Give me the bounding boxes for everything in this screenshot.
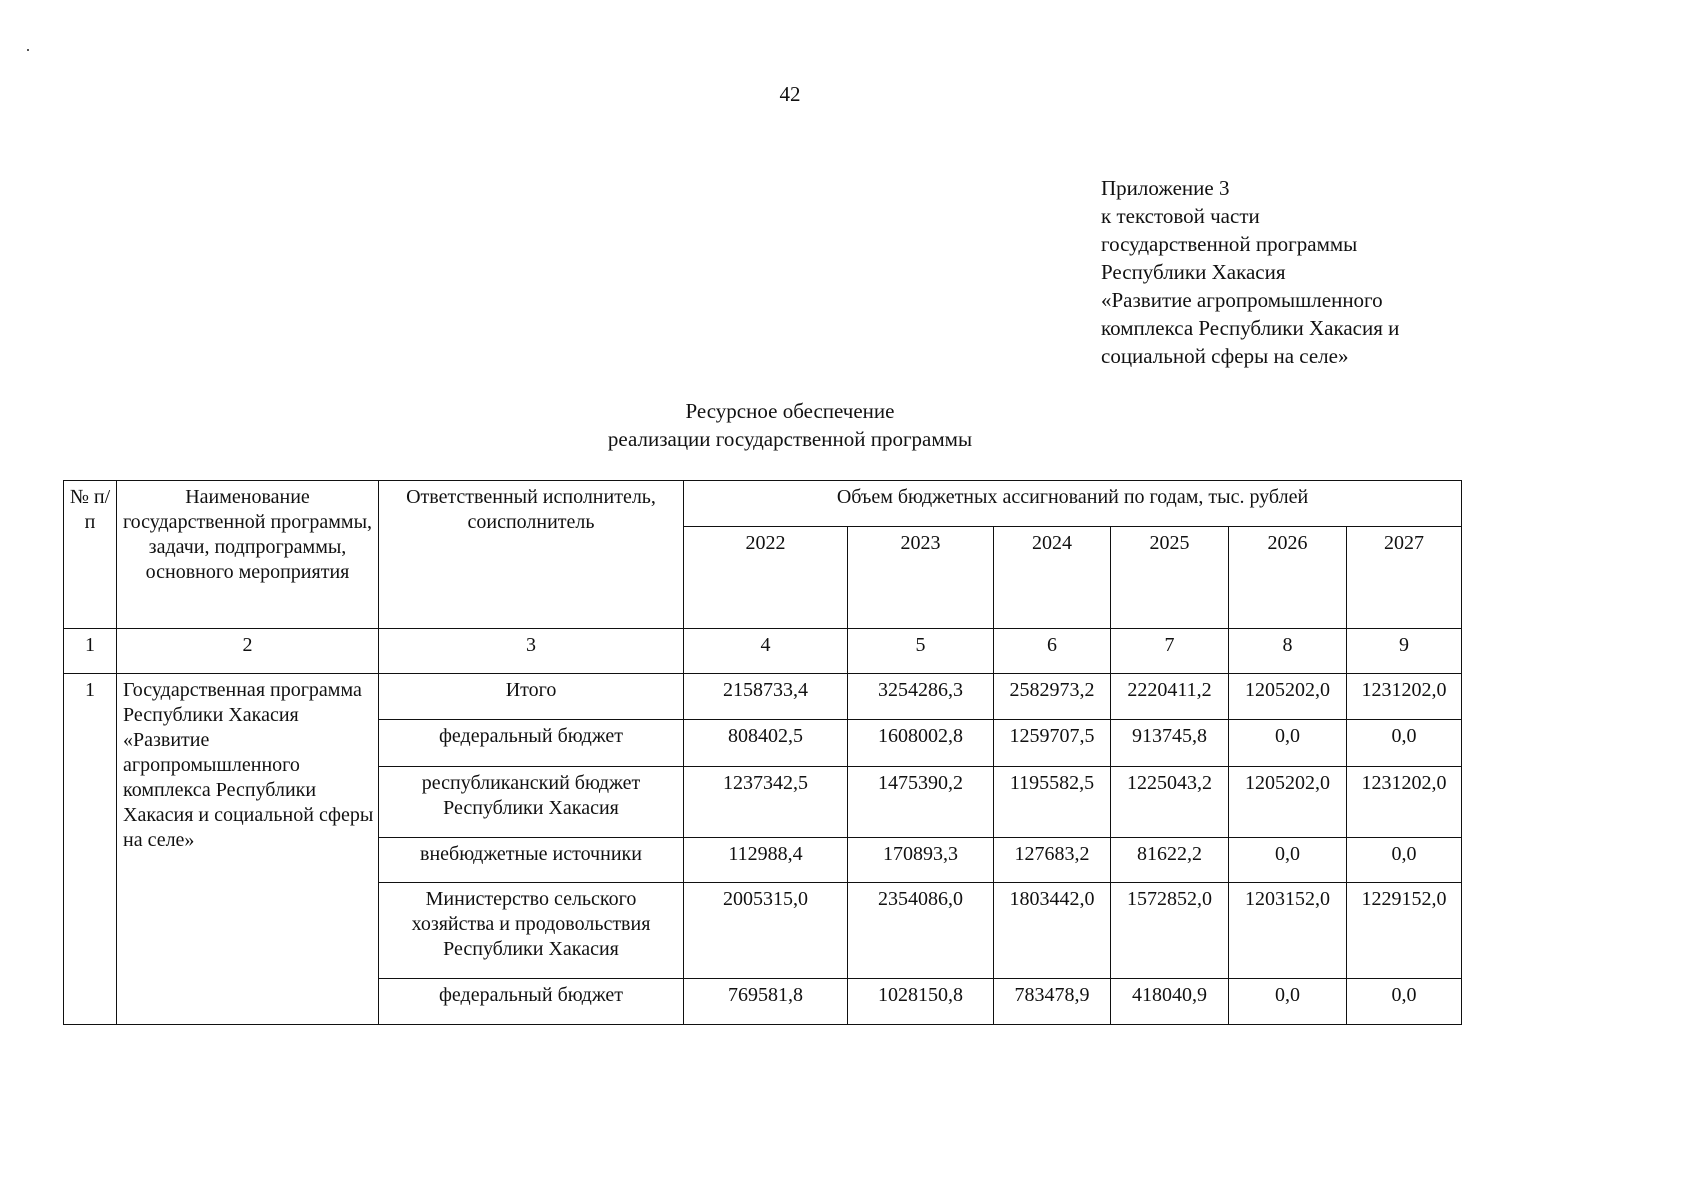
value-cell: 0,0: [1347, 838, 1462, 883]
executor-cell: Министерство сельского хозяйства и продовольствия Республики Хакасия: [379, 883, 684, 979]
appendix-line: к текстовой части: [1101, 204, 1260, 228]
value-cell: 1205202,0: [1229, 767, 1347, 838]
header-volume: Объем бюджетных ассигнований по годам, тыс. рублей: [684, 481, 1462, 527]
column-number: 8: [1229, 629, 1347, 674]
header-num: № п/п: [64, 481, 117, 629]
value-cell: 1237342,5: [684, 767, 848, 838]
value-cell: 1259707,5: [994, 720, 1111, 767]
header-year: 2022: [684, 527, 848, 629]
column-number: 2: [117, 629, 379, 674]
value-cell: 1572852,0: [1111, 883, 1229, 979]
header-name: Наименование государственной программы, задачи, подпрограммы, основного мероприятия: [117, 481, 379, 629]
value-cell: 418040,9: [1111, 979, 1229, 1025]
appendix-line: «Развитие агропромышленного: [1101, 288, 1383, 312]
value-cell: 1229152,0: [1347, 883, 1462, 979]
value-cell: 0,0: [1229, 979, 1347, 1025]
value-cell: 1608002,8: [848, 720, 994, 767]
value-cell: 783478,9: [994, 979, 1111, 1025]
header-year: 2023: [848, 527, 994, 629]
value-cell: 2582973,2: [994, 674, 1111, 720]
column-number: 6: [994, 629, 1111, 674]
column-number: 7: [1111, 629, 1229, 674]
executor-cell: Итого: [379, 674, 684, 720]
title-line-2: реализации государственной программы: [607, 427, 973, 451]
appendix-line: Приложение 3: [1101, 176, 1230, 200]
title-line-1: Ресурсное обеспечение: [685, 399, 895, 423]
value-cell: 3254286,3: [848, 674, 994, 720]
value-cell: 2158733,4: [684, 674, 848, 720]
value-cell: 808402,5: [684, 720, 848, 767]
value-cell: 170893,3: [848, 838, 994, 883]
value-cell: 1028150,8: [848, 979, 994, 1025]
appendix-block: [1101, 174, 1399, 370]
header-year: 2027: [1347, 527, 1462, 629]
value-cell: 127683,2: [994, 838, 1111, 883]
program-num: 1: [64, 674, 117, 1025]
header-year: 2024: [994, 527, 1111, 629]
header-year: 2025: [1111, 527, 1229, 629]
value-cell: 0,0: [1347, 979, 1462, 1025]
document-title: [440, 397, 1140, 453]
page-number: 42: [779, 82, 801, 106]
column-numbers-row: [64, 629, 1462, 674]
value-cell: 1231202,0: [1347, 767, 1462, 838]
value-cell: 2005315,0: [684, 883, 848, 979]
value-cell: 2220411,2: [1111, 674, 1229, 720]
executor-cell: федеральный бюджет: [379, 720, 684, 767]
value-cell: 1225043,2: [1111, 767, 1229, 838]
value-cell: 1195582,5: [994, 767, 1111, 838]
value-cell: 1203152,0: [1229, 883, 1347, 979]
appendix-line: государственной программы: [1101, 232, 1358, 256]
value-cell: 112988,4: [684, 838, 848, 883]
appendix-line: Республики Хакасия: [1101, 260, 1286, 284]
column-number: 5: [848, 629, 994, 674]
value-cell: 0,0: [1229, 720, 1347, 767]
scan-speck: [27, 49, 29, 51]
value-cell: 81622,2: [1111, 838, 1229, 883]
value-cell: 1231202,0: [1347, 674, 1462, 720]
header-executor: Ответственный исполнитель, соисполнитель: [379, 481, 684, 629]
appendix-line: социальной сферы на селе»: [1101, 344, 1349, 368]
column-number: 3: [379, 629, 684, 674]
value-cell: 0,0: [1229, 838, 1347, 883]
executor-cell: республиканский бюджет Республики Хакасия: [379, 767, 684, 838]
program-name: Государственная программа Республики Хакасия «Развитие агропромышленного комплекса Республики Хакасия и социальной сферы на селе»: [117, 674, 379, 1025]
value-cell: 769581,8: [684, 979, 848, 1025]
value-cell: 1803442,0: [994, 883, 1111, 979]
executor-cell: федеральный бюджет: [379, 979, 684, 1025]
value-cell: 0,0: [1347, 720, 1462, 767]
table-row: [64, 674, 1462, 720]
appendix-line: комплекса Республики Хакасия и: [1101, 316, 1400, 340]
value-cell: 1205202,0: [1229, 674, 1347, 720]
value-cell: 1475390,2: [848, 767, 994, 838]
value-cell: 913745,8: [1111, 720, 1229, 767]
executor-cell: внебюджетные источники: [379, 838, 684, 883]
column-number: 4: [684, 629, 848, 674]
header-year: 2026: [1229, 527, 1347, 629]
value-cell: 2354086,0: [848, 883, 994, 979]
resource-table: [63, 480, 1462, 1025]
column-number: 1: [64, 629, 117, 674]
column-number: 9: [1347, 629, 1462, 674]
